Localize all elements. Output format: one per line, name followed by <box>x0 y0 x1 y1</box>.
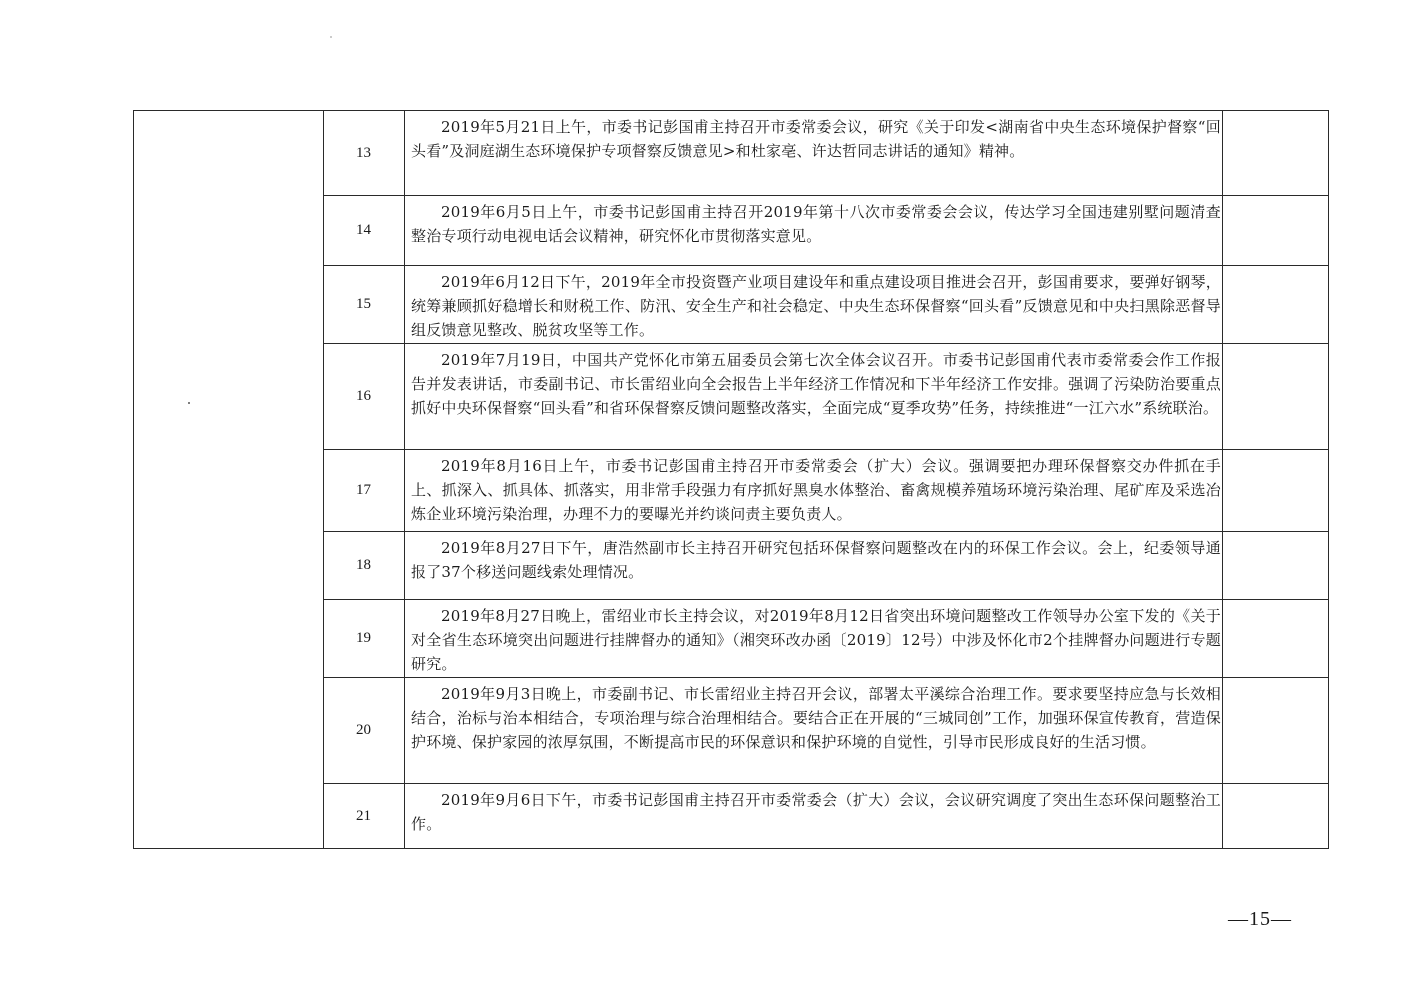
row-number: 19 <box>356 630 371 646</box>
row-content: 2019年8月27日下午，唐浩然副市长主持召开研究包括环保督察问题整改在内的环保工作会议。会上，纪委领导通报了37个移送问题线索处理情况。 <box>411 539 1221 581</box>
row-content: 2019年6月12日下午，2019年全市投资暨产业项目建设年和重点建设项目推进会召开，彭国甫要求，要弹好钢琴，统筹兼顾抓好稳增长和财税工作、防汛、安全生产和社会稳定、中央生态环保督察“回头看”反馈意见和中央扫黑除恶督导组反馈意见整改、脱贫攻坚等工作。 <box>411 273 1221 339</box>
row-content: 2019年9月6日下午，市委书记彭国甫主持召开市委常委会（扩大）会议，会议研究调度了突出生态环保问题整治工作。 <box>411 791 1221 833</box>
table-row <box>323 599 1328 677</box>
row-number: 14 <box>356 222 371 238</box>
scan-speck <box>330 36 332 38</box>
table-row <box>323 449 1328 531</box>
table-row <box>323 265 1328 343</box>
row-content: 2019年9月3日晚上，市委副书记、市长雷绍业主持召开会议，部署太平溪综合治理工作。要求要坚持应急与长效相结合，治标与治本相结合，专项治理与综合治理相结合。要结合正在开展的“三城同创”工作，加强环保宣传教育，营造保护环境、保护家园的浓厚氛围，不断提高市民的环保意识和保护环境的自觉性，引导市民形成良好的生活习惯。 <box>411 685 1221 751</box>
row-number: 21 <box>356 808 371 824</box>
row-content: 2019年6月5日上午，市委书记彭国甫主持召开2019年第十八次市委常委会会议，传达学习全国违建别墅问题清查整治专项行动电视电话会议精神，研究怀化市贯彻落实意见。 <box>411 203 1221 245</box>
row-number: 20 <box>356 722 371 738</box>
row-content: 2019年8月16日上午，市委书记彭国甫主持召开市委常委会（扩大）会议。强调要把办理环保督察交办件抓在手上、抓深入、抓具体、抓落实，用非常手段强力有序抓好黑臭水体整治、畜禽规模养殖场环境污染治理、尾矿库及采选冶炼企业环境污染治理，办理不力的要曝光并约谈问责主要负责人。 <box>411 457 1221 523</box>
row-number: 13 <box>356 144 371 161</box>
table-row <box>323 343 1328 449</box>
page-number: —15— <box>1228 908 1292 930</box>
row-number: 15 <box>356 296 371 312</box>
row-number: 17 <box>356 482 371 498</box>
table-row <box>323 195 1328 265</box>
row-content: 2019年7月19日，中国共产党怀化市第五届委员会第七次全体会议召开。市委书记彭国甫代表市委常委会作工作报告并发表讲话，市委副书记、市长雷绍业向全会报告上半年经济工作情况和下半年经济工作安排。强调了污染防治要重点抓好中央环保督察“回头看”和省环保督察反馈问题整改落实，全面完成“夏季攻势”任务，持续推进“一江六水”系统联治。 <box>411 351 1221 417</box>
table-row <box>323 783 1328 849</box>
table-row <box>323 111 1328 195</box>
row-content: 2019年5月21日上午，市委书记彭国甫主持召开市委常委会议，研究《关于印发<湖南省中央生态环境保护督察“回头看”及洞庭湖生态环境保护专项督察反馈意见>和杜家亳、许达哲同志讲话的通知》精神。 <box>411 118 1221 160</box>
row-number: 16 <box>356 388 371 404</box>
scan-speck <box>188 402 190 404</box>
table-row <box>323 677 1328 783</box>
row-content: 2019年8月27日晚上，雷绍业市长主持会议，对2019年8月12日省突出环境问题整改工作领导办公室下发的《关于对全省生态环境突出问题进行挂牌督办的通知》（湘突环改办函〔2019〕12号）中涉及怀化市2个挂牌督办问题进行专题研究。 <box>411 607 1221 673</box>
table-row <box>323 531 1328 599</box>
records-table <box>133 110 1329 849</box>
row-number: 18 <box>356 557 371 573</box>
